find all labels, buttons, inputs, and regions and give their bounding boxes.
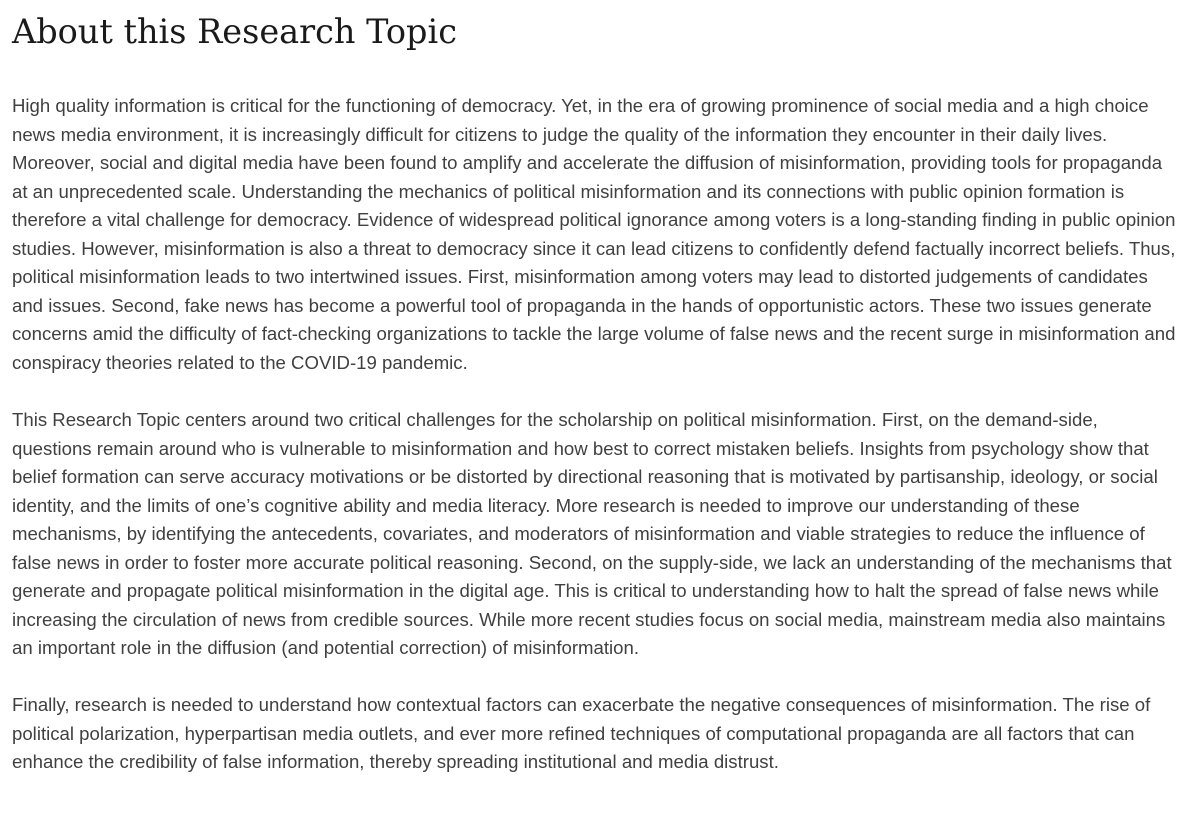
paragraph-2: This Research Topic centers around two critical challenges for the scholarship on political misinformation. First, on the demand-side, questions remain around who is vulnerable to misinformation and how best to correct mistaken beliefs. Insights from psychology show that belief formation can serve accuracy motivations or be distorted by directional reasoning that is motivated by partisanship, ideology, or social identity, and the limits of one’s cognitive ability and media literacy. More research is needed to improve our understanding of these mechanisms, by identifying the antecedents, covariates, and moderators of misinformation and viable strategies to reduce the influence of false news in order to foster more accurate political reasoning. Second, on the supply-side, we lack an understanding of the mechanisms that generate and propagate political misinformation in the digital age. This is critical to understanding how to halt the spread of false news while increasing the circulation of news from credible sources. While more recent studies focus on social media, mainstream media also maintains an important role in the diffusion (and potential correction) of misinformation. (12, 408, 1172, 659)
research-topic-section (12, 0, 1180, 806)
paragraph-1: High quality information is critical for the functioning of democracy. Yet, in the era of growing prominence of social media and a high choice news media environment, it is increasingly difficult for citizens to judge the quality of the information they encounter in their daily lives. Moreover, social and digital media have been found to amplify and accelerate the diffusion of misinformation, providing tools for propaganda at an unprecedented scale. Understanding the mechanics of political misinformation and its connections with public opinion formation is therefore a vital challenge for democracy. Evidence of widespread political ignorance among voters is a long-standing finding in public opinion studies. However, misinformation is also a threat to democracy since it can lead citizens to confidently defend factually incorrect beliefs. Thus, political misinformation leads to two intertwined issues. First, misinformation among voters may lead to distorted judgements of candidates and issues. Second, fake news has become a powerful tool of propaganda in the hands of opportunistic actors. These two issues generate concerns amid the difficulty of fact-checking organizations to tackle the large volume of false news and the recent surge in misinformation and conspiracy theories related to the COVID-19 pandemic. (12, 95, 1176, 373)
page-title: About this Research Topic (12, 12, 457, 51)
paragraph-3: Finally, research is needed to understand how contextual factors can exacerbate the negative consequences of misinformation. The rise of political polarization, hyperpartisan media outlets, and ever more refined techniques of computational propaganda are all factors that can enhance the credibility of false information, thereby spreading institutional and media distrust. (12, 694, 1151, 773)
topic-description (12, 92, 1180, 777)
